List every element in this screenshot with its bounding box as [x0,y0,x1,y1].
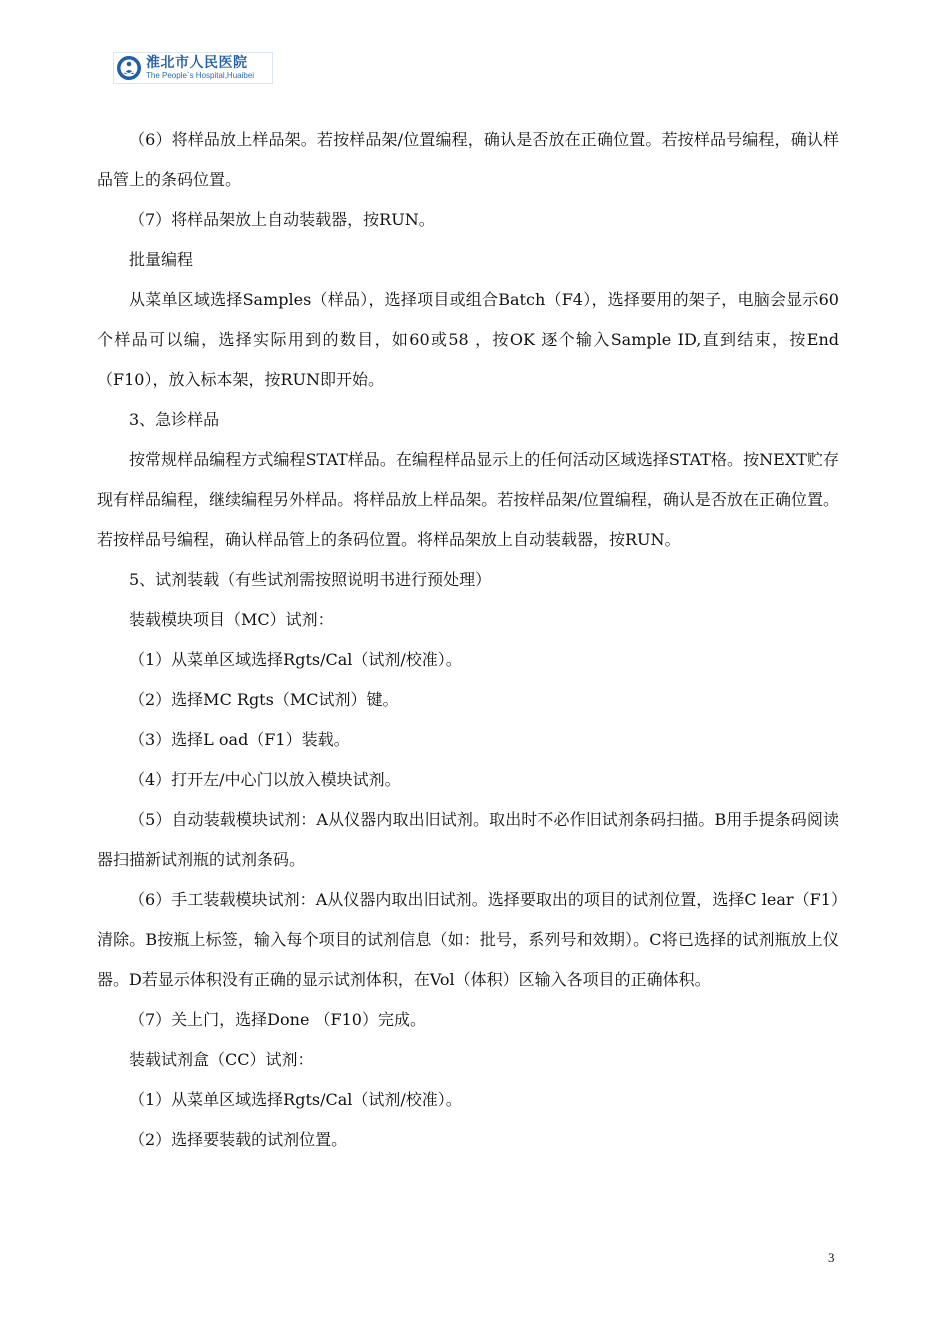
paragraph: 批量编程 [129,250,194,269]
paragraph: （4）打开左/中心门以放入模块试剂。 [129,770,401,789]
paragraph: （2）选择要装载的试剂位置。 [129,1130,348,1149]
hospital-emblem-icon [116,55,142,81]
paragraph: （7）将样品架放上自动装载器，按RUN。 [129,210,435,229]
document-body [97,120,839,1160]
paragraph: （2）选择MC Rgts（MC试剂）键。 [129,690,399,709]
logo-text [146,56,254,80]
paragraph: 装载试剂盒（CC）试剂： [129,1050,314,1069]
paragraph: 按常规样品编程方式编程STAT样品。在编程样品显示上的任何活动区域选择STAT格。按NEXT贮存现有样品编程，继续编程另外样品。将样品放上样品架。若按样品架/位置编程，确认是否放在正确位置。若按样品号编程，确认样品管上的条码位置。将样品架放上自动装载器，按RUN。 [97,450,839,549]
paragraph: （7）关上门，选择Done （F10）完成。 [129,1010,426,1029]
paragraph: 5、试剂装载（有些试剂需按照说明书进行预处理） [129,570,492,589]
paragraph: （1）从菜单区域选择Rgts/Cal（试剂/校准）。 [129,1090,462,1109]
paragraph: （6）手工装载模块试剂：A从仪器内取出旧试剂。选择要取出的项目的试剂位置，选择C lear（F1）清除。B按瓶上标签，输入每个项目的试剂信息（如：批号，系列号和效期）。C将已选择的试剂瓶放上仪器。D若显示体积没有正确的显示试剂体积，在Vol（体积）区输入各项目的正确体积。 [97,890,839,989]
logo-chinese-name: 淮北市人民医院 [146,55,248,71]
paragraph: （5）自动装载模块试剂：A从仪器内取出旧试剂。取出时不必作旧试剂条码扫描。B用手提条码阅读器扫描新试剂瓶的试剂条码。 [97,810,839,869]
paragraph: （1）从菜单区域选择Rgts/Cal（试剂/校准）。 [129,650,462,669]
paragraph: （6）将样品放上样品架。若按样品架/位置编程，确认是否放在正确位置。若按样品号编程，确认样品管上的条码位置。 [97,130,839,189]
paragraph: 3、急诊样品 [129,410,220,429]
logo-english-name: The People`s Hospital,Huaibei [146,71,255,80]
hospital-logo [113,52,273,84]
page-number: 3 [828,1250,835,1265]
paragraph: （3）选择L oad（F1）装载。 [129,730,350,749]
paragraph: 装载模块项目（MC）试剂： [129,610,334,629]
paragraph: 从菜单区域选择Samples（样品），选择项目或组合Batch（F4），选择要用的架子，电脑会显示60个样品可以编，选择实际用到的数目，如60或58 ，按OK 逐个输入Sample ID,直到结束，按End （F10），放入标本架，按RUN即开始。 [97,290,839,389]
